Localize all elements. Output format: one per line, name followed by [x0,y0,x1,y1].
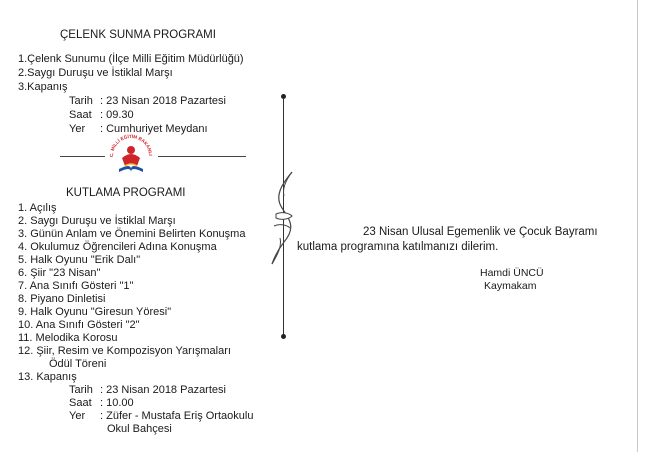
kutlama-date-label: Tarih [69,384,93,396]
kutlama-item-5: 5. Halk Oyunu "Erik Dalı" [18,254,141,266]
kutlama-item-1: 1. Açılış [18,202,57,214]
celenk-place-value: : Cumhuriyet Meydanı [100,123,208,135]
celenk-place-label: Yer [69,123,86,135]
kutlama-item-13: 13. Kapanış [18,371,77,383]
program-panel [0,0,265,452]
celenk-time-label: Saat [69,109,92,121]
divider-dot-bottom [281,334,286,339]
meb-logo-icon [105,128,157,180]
invitation-line-1: 23 Nisan Ulusal Egemenlik ve Çocuk Bayramı [363,226,598,238]
kutlama-item-4: 4. Okulumuz Öğrencileri Adına Konuşma [18,241,217,253]
kutlama-date-value: : 23 Nisan 2018 Pazartesi [100,384,226,396]
kutlama-item-9: 9. Halk Oyunu "Giresun Yöresi" [18,306,172,318]
celenk-time-value: : 09.30 [100,109,134,121]
kutlama-item-11: 11. Melodika Korosu [18,332,118,344]
kutlama-item-8: 8. Piyano Dinletisi [18,293,106,305]
kutlama-place-value-2: Okul Bahçesi [107,423,172,435]
kutlama-place-label: Yer [69,410,86,422]
kutlama-item-2: 2. Saygı Duruşu ve İstiklal Marşı [18,215,176,227]
page-edge [637,0,638,452]
kutlama-item-12: 12. Şiir, Resim ve Kompozisyon Yarışmaları [18,345,231,357]
celenk-title: ÇELENK SUNMA PROGRAMI [60,29,216,41]
logo-text: C. MİLLİ EĞİTİM BAKANLI [108,133,154,158]
kutlama-place-value-1: : Züfer - Mustafa Eriş Ortaokulu [100,410,254,422]
kutlama-time-label: Saat [69,397,92,409]
invitation-line-2: kutlama programına katılmanızı dilerim. [297,241,499,253]
celenk-item-1: 1.Çelenk Sunumu (İlçe Milli Eğitim Müdürlüğü) [18,53,244,65]
signer-title: Kaymakam [484,280,537,292]
kutlama-item-6: 6. Şiir "23 Nisan" [18,267,101,279]
kutlama-title: KUTLAMA PROGRAMI [66,187,186,199]
kutlama-item-10: 10. Ana Sınıfı Gösteri "2" [18,319,140,331]
celenk-date-label: Tarih [69,95,93,107]
celenk-item-2: 2.Saygı Duruşu ve İstiklal Marşı [18,67,173,79]
logo-rule-left [60,156,105,157]
signer-name: Hamdi ÜNCÜ [480,267,544,279]
celenk-date-value: : 23 Nisan 2018 Pazartesi [100,95,226,107]
kutlama-item-7: 7. Ana Sınıfı Gösteri "1" [18,280,134,292]
kutlama-time-value: : 10.00 [100,397,134,409]
logo-rule-right [158,156,246,157]
celenk-item-3: 3.Kapanış [18,81,68,93]
kutlama-item-12-cont: Ödül Töreni [49,358,107,370]
kutlama-item-3: 3. Günün Anlam ve Önemini Belirten Konuşma [18,228,246,240]
